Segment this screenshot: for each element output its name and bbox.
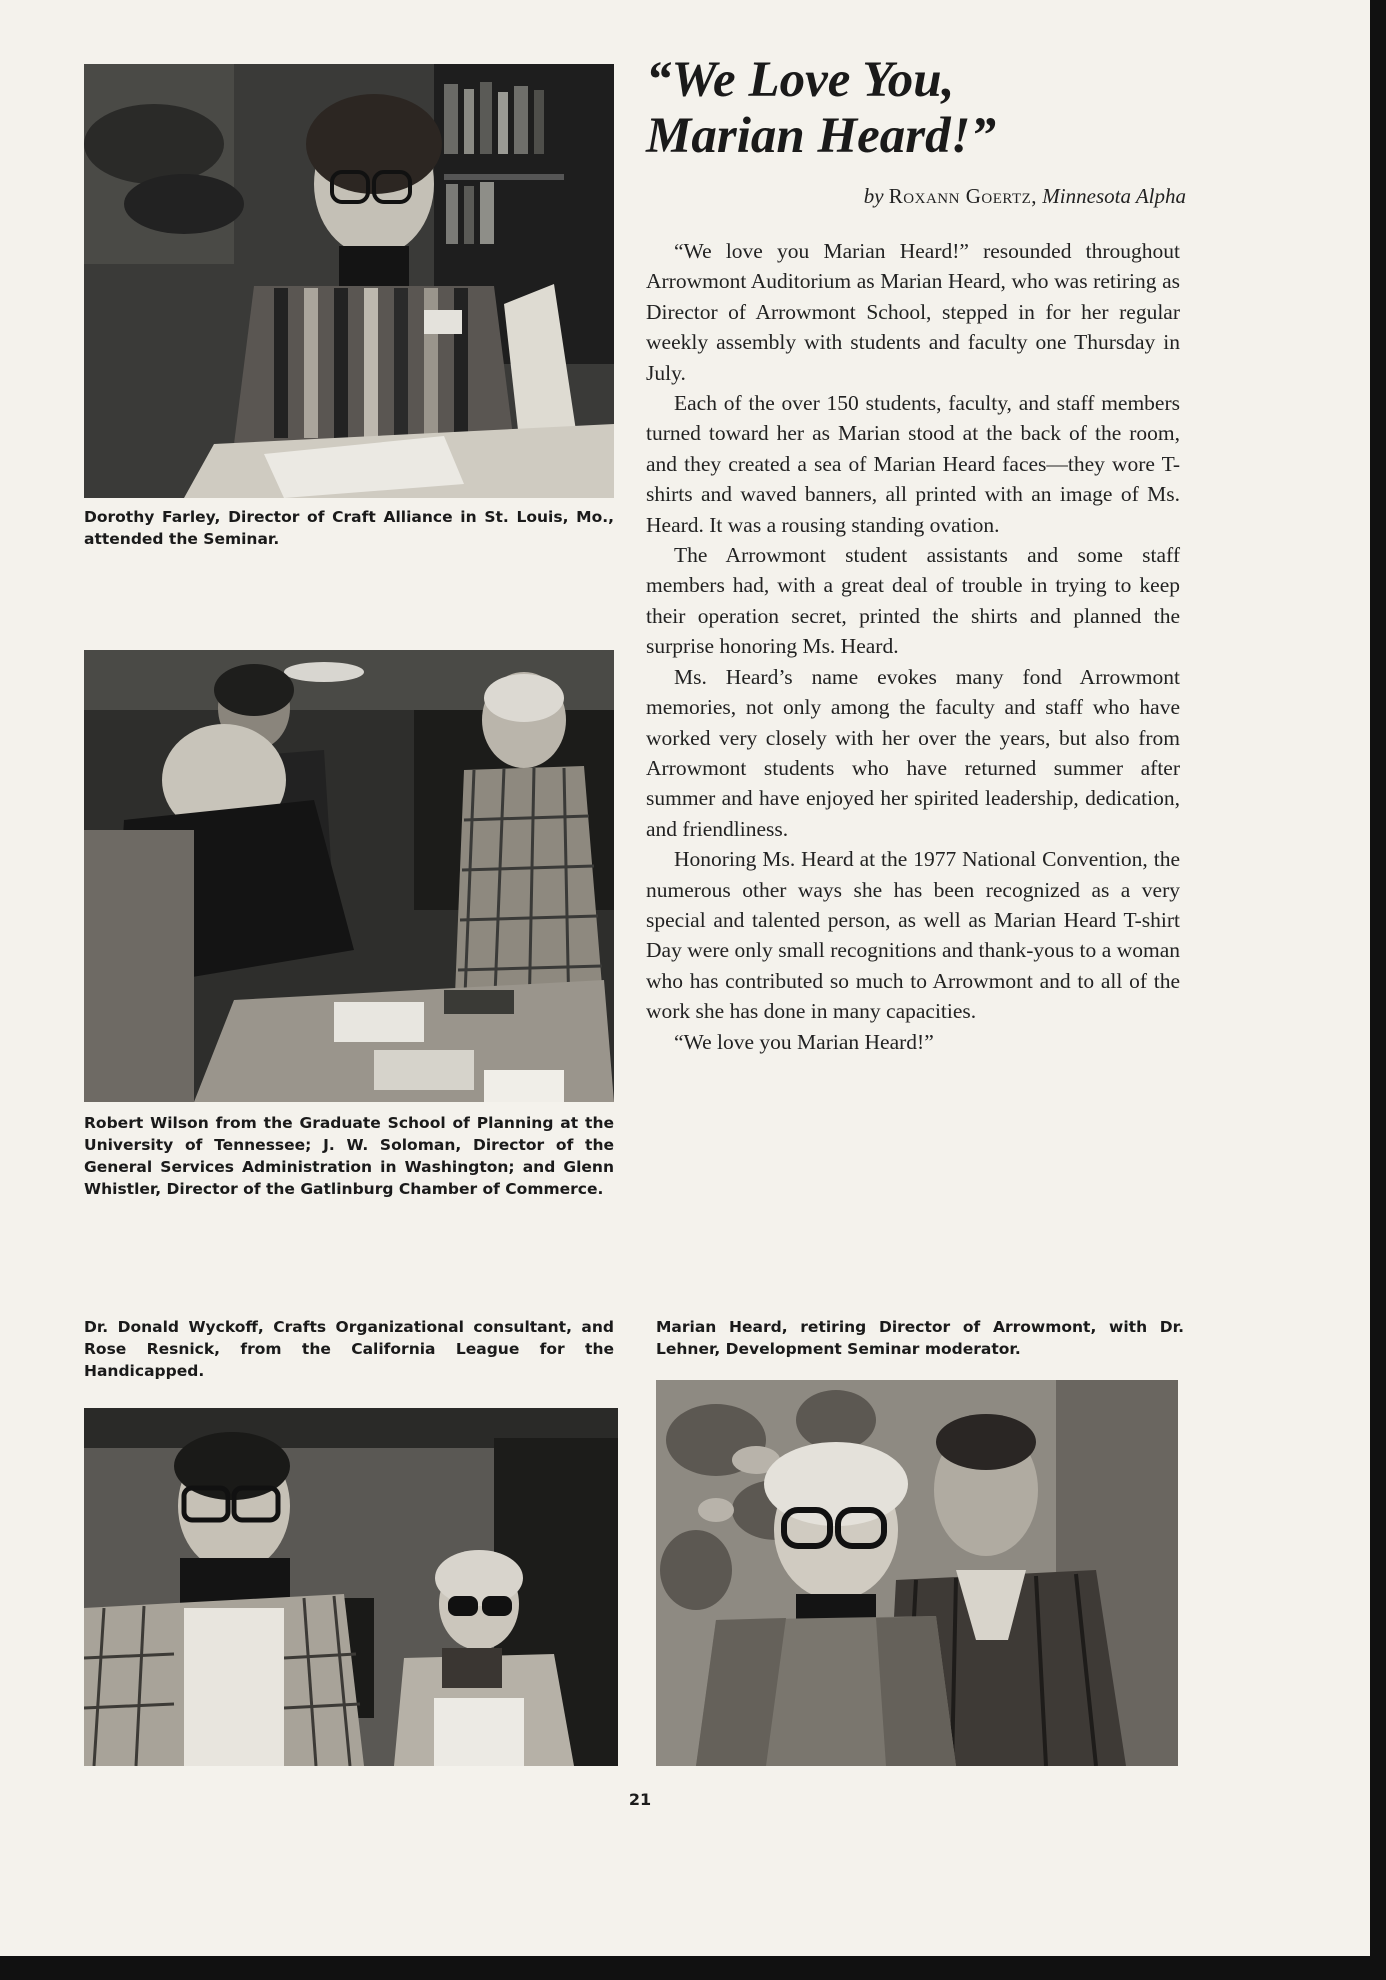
article-title xyxy=(646,52,1266,164)
photo-dorothy-farley xyxy=(84,64,614,498)
caption-heard: Marian Heard, retiring Director of Arrowmont, with Dr. Lehner, Development Seminar moderator. xyxy=(656,1318,1184,1358)
photo-wyckoff-resnick xyxy=(84,1408,618,1766)
article-paragraph: Each of the over 150 students, faculty, and staff members turned toward her as Marian stood at the back of the room, and they created a sea of Marian Heard faces—they wore T-shirts and waved banners, all printed with an image of Ms. Heard. It was a rousing standing ovation. xyxy=(646,391,1180,537)
page-edge-bottom xyxy=(0,1956,1386,1980)
photo-wyckoff-image xyxy=(84,1408,618,1766)
article-title-line-1: “We Love You, xyxy=(646,52,955,108)
photo-wilson-soloman-whistler xyxy=(84,650,614,1102)
article-body xyxy=(646,236,1180,1057)
article-paragraph: “We love you Marian Heard!” resounded throughout Arrowmont Auditorium as Marian Heard, who was retiring as Director of Arrowmont School, stepped in for her regular weekly assembly with students and faculty one Thursday in July. xyxy=(646,239,1180,385)
page-number: 21 xyxy=(628,1790,652,1809)
article-title-line-2: Marian Heard!” xyxy=(646,108,996,164)
caption-farley: Dorothy Farley, Director of Craft Alliance in St. Louis, Mo., attended the Seminar. xyxy=(84,508,614,548)
page-edge-right xyxy=(1370,0,1386,1980)
photo-farley-image xyxy=(84,64,614,498)
article-paragraph: “We love you Marian Heard!” xyxy=(674,1029,934,1054)
article-paragraph: Ms. Heard’s name evokes many fond Arrowmont memories, not only among the faculty and staff who have worked very closely with her over the years, but also from Arrowmont students who have returned summer after summer and have enjoyed her spirited leadership, dedication, and friendliness. xyxy=(646,664,1180,841)
article-paragraph: The Arrowmont student assistants and some staff members had, with a great deal of trouble in trying to keep their operation secret, printed the shirts and planned the surprise honoring Ms. Heard. xyxy=(646,543,1180,659)
byline-author: Roxann Goertz, xyxy=(888,184,1038,208)
article-byline xyxy=(716,184,1186,209)
article-paragraph: Honoring Ms. Heard at the 1977 National Convention, the numerous other ways she has been recognized as a very special and talented person, as well as Marian Heard T-shirt Day were only small recognitions and thank-yous to a woman who has contributed so much to Arrowmont and to all of the work she has done in many capacities. xyxy=(646,847,1180,1024)
photo-marian-heard-lehner xyxy=(656,1380,1178,1766)
photo-wilson-image xyxy=(84,650,614,1102)
byline-chapter: Minnesota Alpha xyxy=(1042,184,1186,208)
caption-wyckoff: Dr. Donald Wyckoff, Crafts Organizational consultant, and Rose Resnick, from the California League for the Handicapped. xyxy=(84,1318,614,1380)
byline-by: by xyxy=(863,184,884,208)
caption-wilson: Robert Wilson from the Graduate School of Planning at the University of Tennessee; J. W. Soloman, Director of the General Services Administration in Washington; and Glenn Whistler, Director of the Gatlinburg Chamber of Commerce. xyxy=(84,1114,614,1198)
photo-heard-image xyxy=(656,1380,1178,1766)
